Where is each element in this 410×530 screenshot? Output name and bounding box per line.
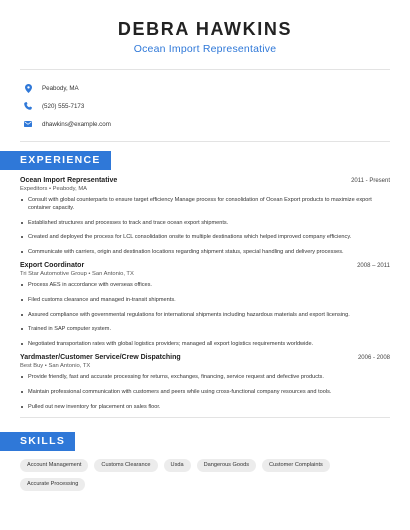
job-bullet: Created and deployed the process for LCL consolidation onsite to multiple destinations which helped improved company efficiency. — [20, 233, 390, 241]
skill-chip: Customs Clearance — [94, 459, 157, 472]
contact-email-text[interactable]: dhawkins@example.com — [42, 120, 111, 128]
candidate-title: Ocean Import Representative — [133, 43, 277, 55]
experience-section — [0, 150, 410, 411]
contact-list — [0, 70, 410, 141]
location-pin-icon — [24, 84, 32, 92]
job-bullet: Consult with global counterparts to ensure target efficiency Manage process for consolidation of Ocean Export products to maximize export container capacity. — [20, 196, 390, 212]
email-icon — [24, 120, 32, 128]
job-dates: 2006 - 2008 — [357, 355, 390, 362]
job-company: Tri Star Automotive Group • San Antonio, TX — [20, 271, 134, 278]
job-company: Expeditors • Peabody, MA — [20, 186, 88, 192]
contact-location-text: Peabody, MA — [42, 84, 79, 92]
job-title: Yardmaster/Customer Service/Crew Dispatching — [20, 354, 181, 362]
job-bullet: Established structures and processes to track and trace ocean export shipments. — [20, 219, 390, 227]
job-bullet: Communicate with carriers, origin and destination locations regarding shipment status, special handling and delivery processes. — [20, 248, 390, 256]
job-dates: 2008 – 2011 — [357, 263, 390, 270]
skill-chip: Dangerous Goods — [197, 459, 256, 472]
skill-chip: Accurate Processing — [20, 478, 85, 491]
job-bullet: Negotiated transportation rates with global logistics providers; managed all export logistics requirements worldwide. — [20, 340, 390, 348]
phone-icon — [24, 102, 32, 110]
job-bullet: Trained in SAP computer system. — [20, 325, 390, 333]
experience-list — [0, 170, 410, 411]
resume-header — [0, 0, 410, 55]
job-bullets — [20, 281, 390, 347]
skills-section — [0, 431, 410, 491]
contact-phone — [24, 97, 410, 115]
job-bullet: Assured compliance with governmental regulations for international shipments including hazardous materials and export licensing. — [20, 311, 390, 319]
job-company: Best Buy • San Antonio, TX — [20, 363, 91, 370]
contact-location — [24, 79, 410, 97]
skill-chip: Usda — [164, 459, 191, 472]
job-title: Ocean Import Representative — [20, 177, 118, 184]
job-bullet: Maintain professional communication with customers and peers while using cross-functional company resources and tools. — [20, 388, 390, 396]
job-bullet: Process AES in accordance with overseas offices. — [20, 281, 390, 289]
contact-phone-text: (520) 555-7173 — [42, 102, 85, 110]
job-bullet: Filed customs clearance and managed in-transit shipments. — [20, 296, 390, 304]
job-entry — [20, 262, 390, 347]
skills-list — [0, 451, 400, 491]
job-title: Export Coordinator — [20, 262, 85, 270]
job-bullet: Provide friendly, fast and accurate processing for returns, exchanges, financing, service request and defective products. — [20, 373, 390, 381]
job-bullet: Pulled out new inventory for placement on sales floor. — [20, 403, 390, 411]
job-bullets — [20, 196, 390, 256]
skill-chip: Account Management — [20, 459, 88, 472]
job-dates: 2011 - Present — [351, 178, 390, 184]
job-header — [20, 262, 390, 269]
skill-chip: Customer Complaints — [262, 459, 330, 472]
job-header — [20, 354, 390, 361]
candidate-name: DEBRA HAWKINS — [117, 19, 293, 39]
skills-heading: SKILLS — [0, 432, 75, 451]
experience-heading: EXPERIENCE — [0, 151, 111, 170]
job-bullets — [20, 373, 390, 410]
job-header — [20, 177, 390, 184]
contact-divider — [20, 141, 390, 142]
job-entry — [20, 177, 390, 256]
contact-email[interactable] — [24, 115, 410, 133]
job-entry — [20, 354, 390, 410]
experience-divider — [20, 417, 390, 418]
